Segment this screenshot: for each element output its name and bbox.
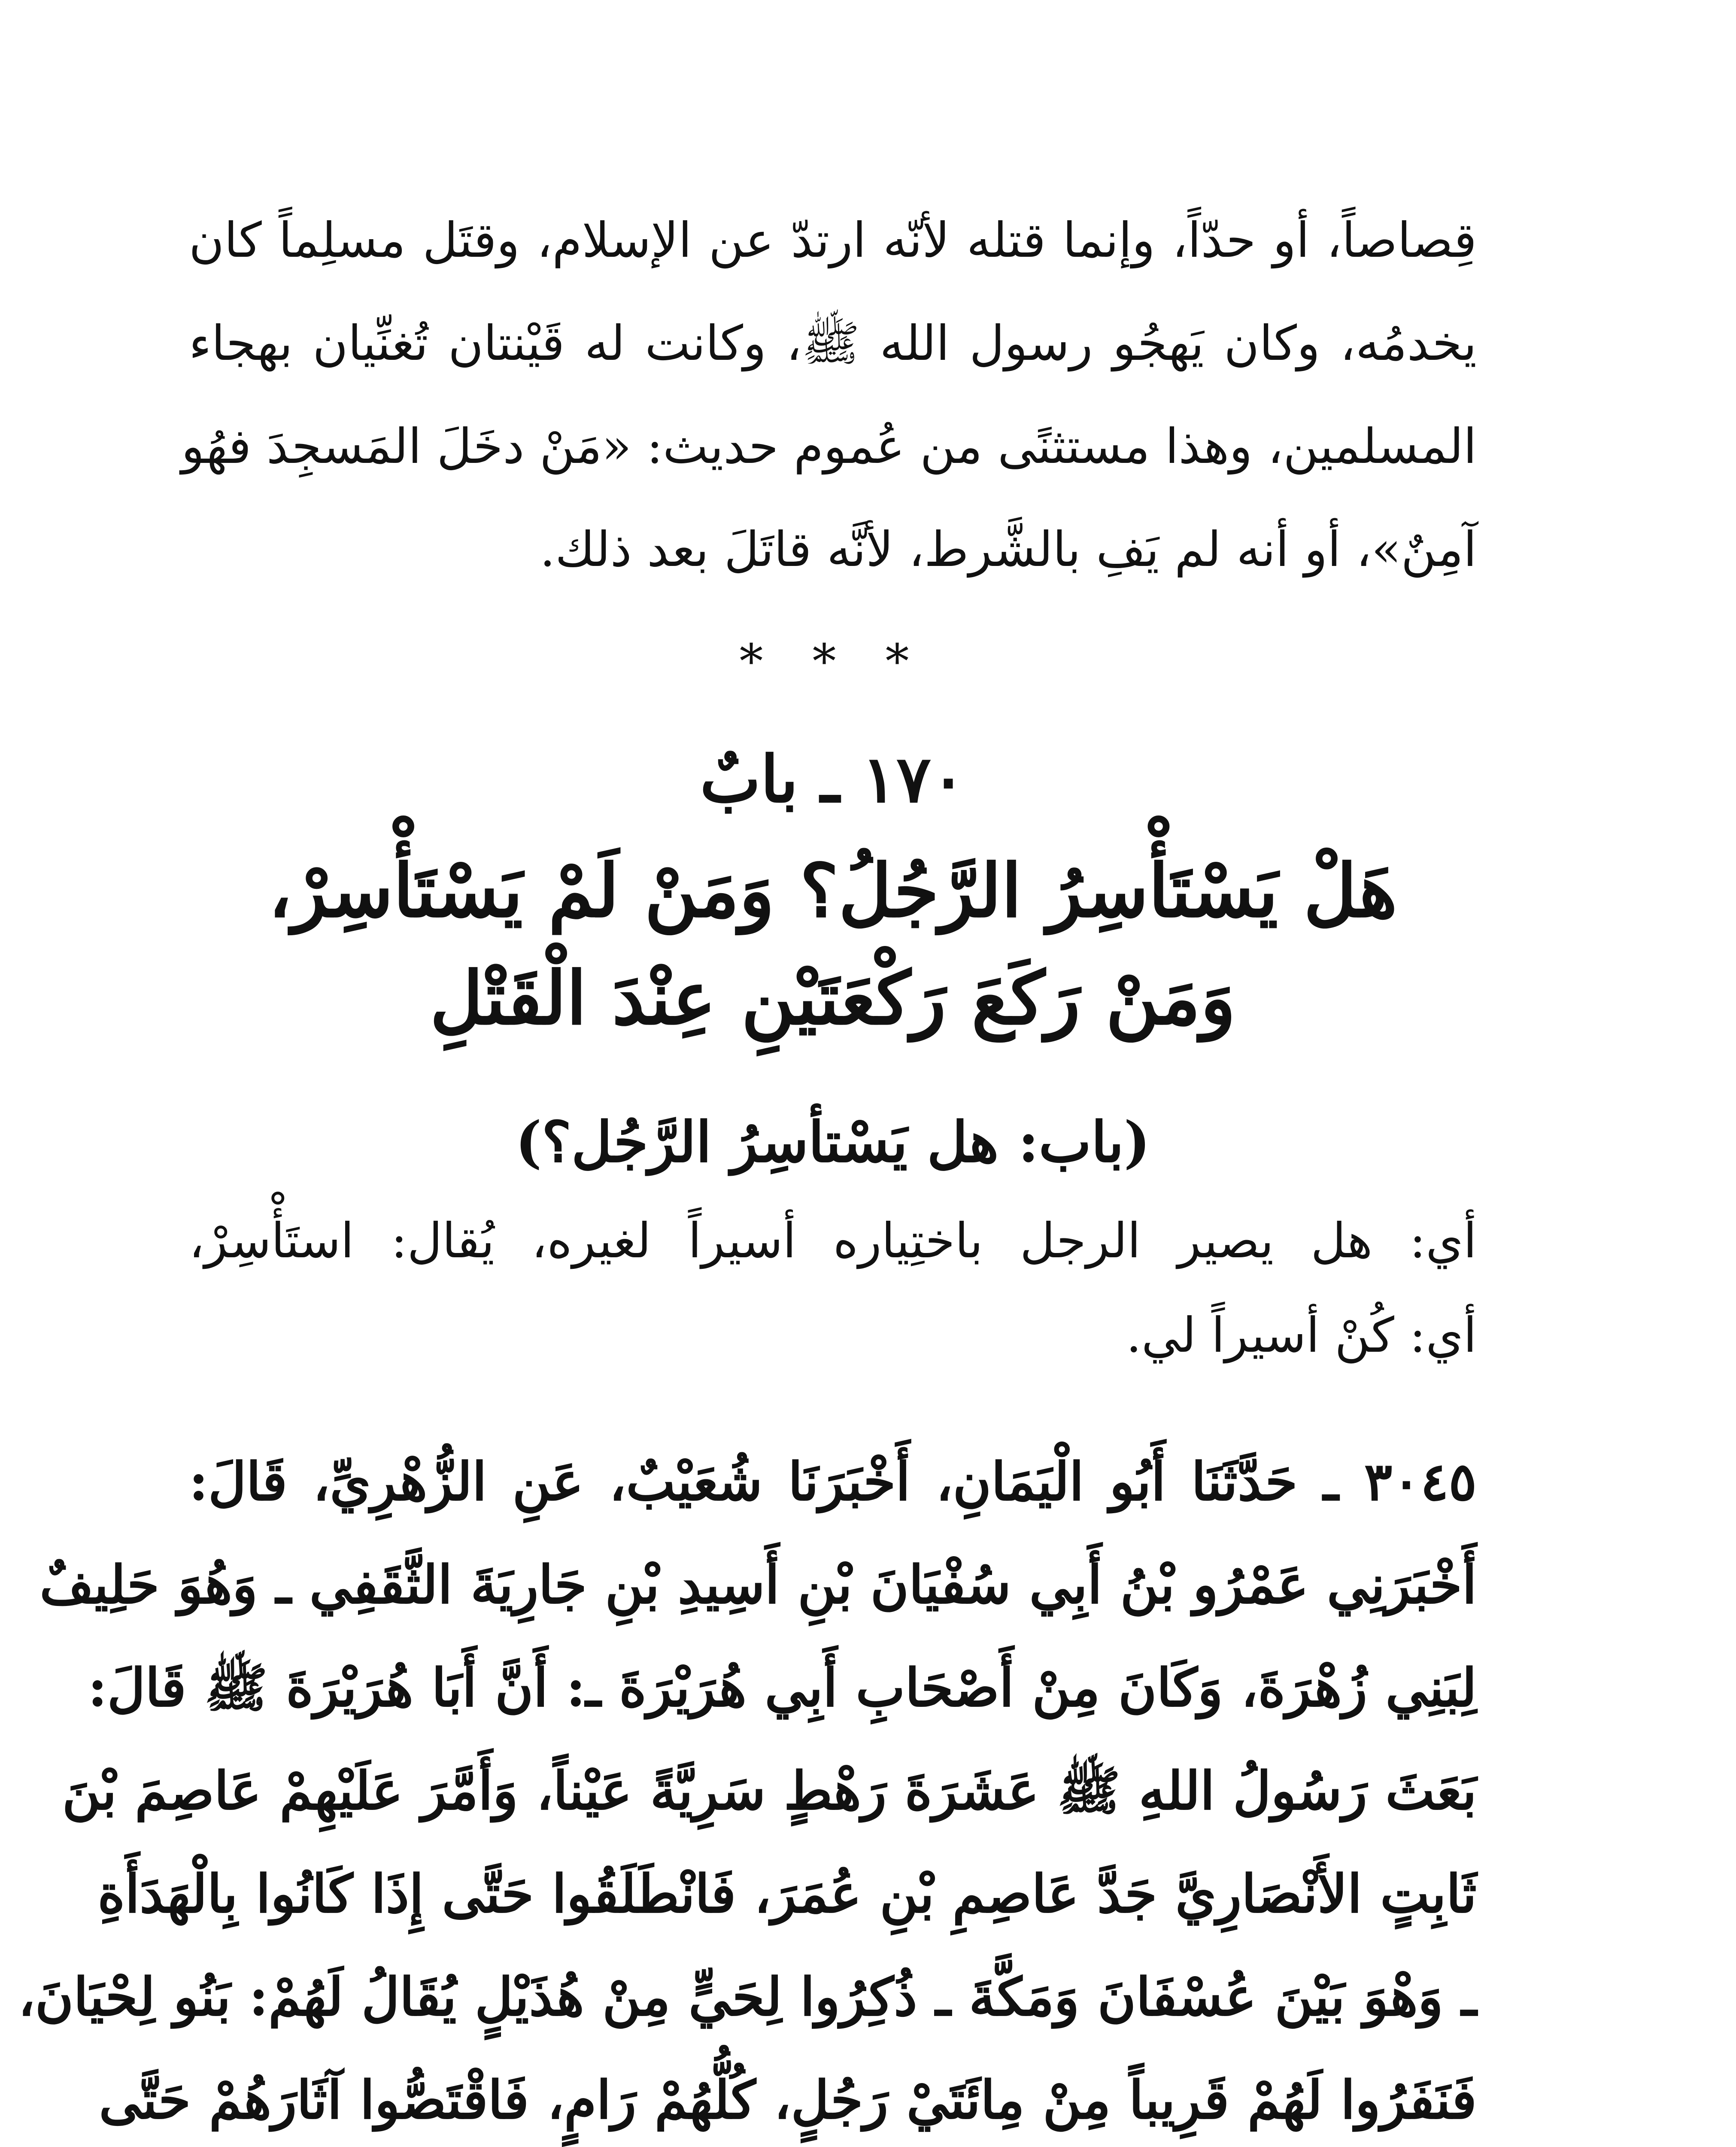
chapter-number: ١٧٠ ـ بابٌ <box>700 742 966 817</box>
hadith-line: فَنَفَرُوا لَهُمْ قَرِيباً مِنْ مِائَتَيْ رَجُلٍ، كُلُّهُمْ رَامٍ، فَاقْتَصُّوا آثَارَهُمْ حَتَّى <box>99 2069 1477 2131</box>
chapter-title-line-2: وَمَنْ رَكَعَ رَكْعَتَيْنِ عِنْدَ الْقَتْلِ <box>430 955 1236 1041</box>
hadith-line: ٣٠٤٥ ـ حَدَّثَنَا أَبُو الْيَمَانِ، أَخْبَرَنَا شُعَيْبٌ، عَنِ الزُّهْرِيِّ، قَالَ: <box>189 1451 1477 1512</box>
commentary-line: يخدمُه، وكان يَهجُو رسول الله ﷺ، وكانت له قَيْنتان تُغنِّيان بهجاء <box>189 316 1477 371</box>
commentary-line: المسلمين، وهذا مستثنًى من عُموم حديث: «مَنْ دخَلَ المَسجِدَ فهُو <box>181 419 1477 474</box>
hadith-line: ـ وَهْوَ بَيْنَ عُسْفَانَ وَمَكَّةَ ـ ذُكِرُوا لِحَيٍّ مِنْ هُذَيْلٍ يُقَالُ لَهُمْ: بَنُو لِحْيَانَ، <box>18 1966 1477 2028</box>
sub-heading: (باب: هل يَسْتأسِرُ الرَّجُل؟) <box>515 1109 1150 1175</box>
chapter-title-line-1: هَلْ يَسْتَأْسِرُ الرَّجُلُ؟ وَمَنْ لَمْ يَسْتَأْسِرْ، <box>268 848 1398 934</box>
hadith-line: ثَابِتٍ الأَنْصَارِيَّ جَدَّ عَاصِمِ بْنِ عُمَرَ، فَانْطَلَقُوا حَتَّى إِذَا كَانُوا بِالْهَدَأَةِ <box>97 1863 1477 1925</box>
commentary-line: آمِنٌ»، أو أنه لم يَفِ بالشَّرط، لأنَّه قاتَلَ بعد ذلك. <box>540 522 1477 578</box>
section-separator: * * * <box>739 634 926 689</box>
explanation-line: أي: كُنْ أسيراً لي. <box>1126 1308 1477 1363</box>
hadith-line: بَعَثَ رَسُولُ اللهِ ﷺ عَشَرَةَ رَهْطٍ سَرِيَّةً عَيْناً، وَأَمَّرَ عَلَيْهِمْ عَاصِمَ بْنَ <box>62 1760 1477 1822</box>
explanation-line: أي: هل يصير الرجل باختِياره أسيراً لغيره، يُقال: استَأْسِرْ، <box>189 1213 1477 1269</box>
hadith-line: لِبَنِي زُهْرَةَ، وَكَانَ مِنْ أَصْحَابِ أَبِي هُرَيْرَةَ ـ: أَنَّ أَبَا هُرَيْرَةَ ﷺ قَالَ: <box>88 1657 1477 1718</box>
commentary-line: قِصاصاً، أو حدّاً، وإنما قتله لأنّه ارتدّ عن الإسلام، وقتَل مسلِماً كان <box>189 213 1477 268</box>
hadith-line: أَخْبَرَنِي عَمْرُو بْنُ أَبِي سُفْيَانَ بْنِ أَسِيدِ بْنِ جَارِيَةَ الثَّقَفِي ـ وَهُوَ حَلِيفٌ <box>39 1554 1477 1615</box>
